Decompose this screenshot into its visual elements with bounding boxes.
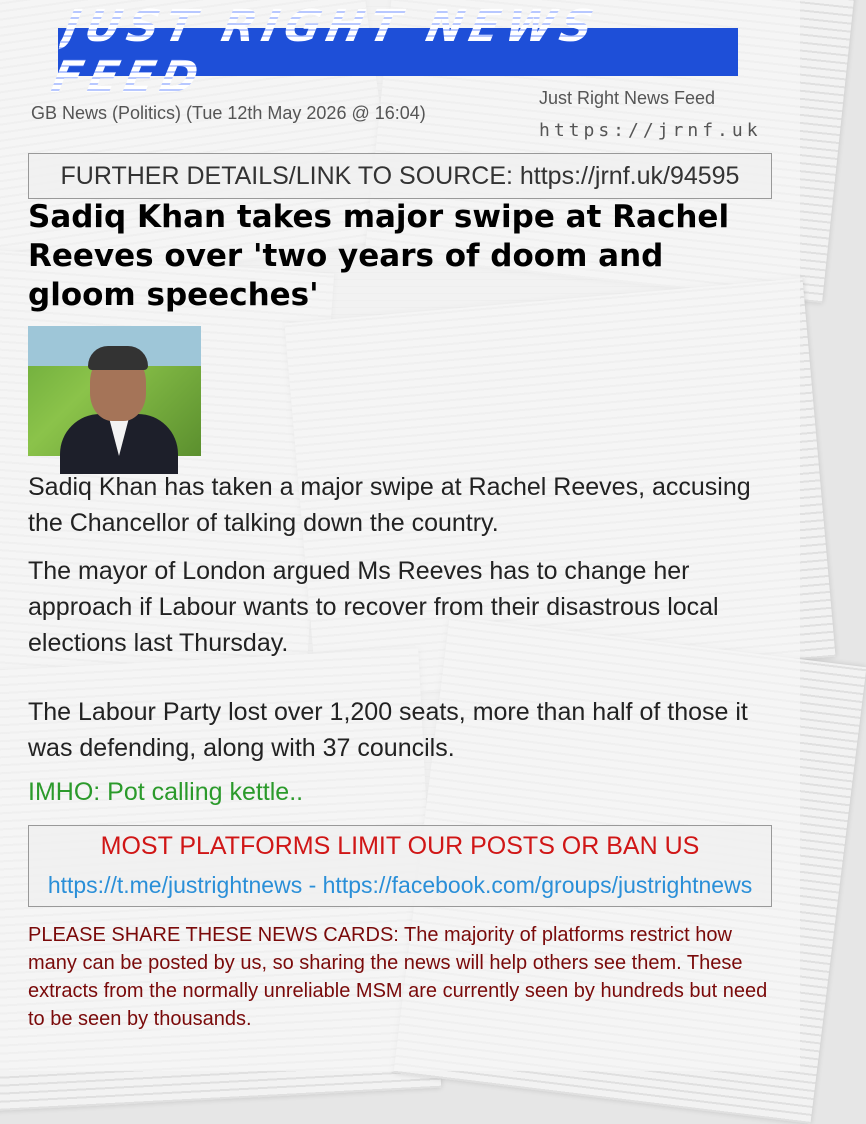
site-name: Just Right News Feed	[539, 88, 716, 108]
editor-comment: IMHO: Pot calling kettle..	[28, 778, 304, 806]
article-paragraph: The Labour Party lost over 1,200 seats, more than half of those it was defending, along with 37 councils.	[28, 698, 748, 762]
site-url[interactable]: https://jrnf.uk	[539, 120, 762, 141]
article-paragraph: The mayor of London argued Ms Reeves has to change her approach if Labour wants to recover from their disastrous local elections last Thursday.	[28, 557, 719, 657]
promo-title: MOST PLATFORMS LIMIT OUR POSTS OR BAN US	[100, 832, 700, 860]
article-photo	[28, 326, 201, 456]
share-notice: PLEASE SHARE THESE NEWS CARDS: The majority of platforms restrict how many can be posted by us, so sharing the news will help others see them. These extracts from the normally unreliable MSM are currently seen by hundreds but need to be seen by thousands.	[28, 924, 768, 1030]
source-dateline: GB News (Politics) (Tue 12th May 2026 @ 16:04)	[31, 103, 426, 123]
promo-links[interactable]: https://t.me/justrightnews - https://facebook.com/groups/justrightnews	[47, 872, 753, 898]
article-headline: Sadiq Khan takes major swipe at Rachel Reeves over 'two years of doom and gloom speeches'	[28, 199, 730, 313]
article-paragraph: Sadiq Khan has taken a major swipe at Rachel Reeves, accusing the Chancellor of talking down the country.	[28, 473, 751, 537]
source-link-box[interactable]: FURTHER DETAILS/LINK TO SOURCE: https://jrnf.uk/94595	[28, 153, 772, 199]
site-banner	[47, 1, 738, 103]
banner-title: JUST RIGHT NEWS FEED	[47, 1, 749, 103]
promo-box	[28, 825, 772, 907]
